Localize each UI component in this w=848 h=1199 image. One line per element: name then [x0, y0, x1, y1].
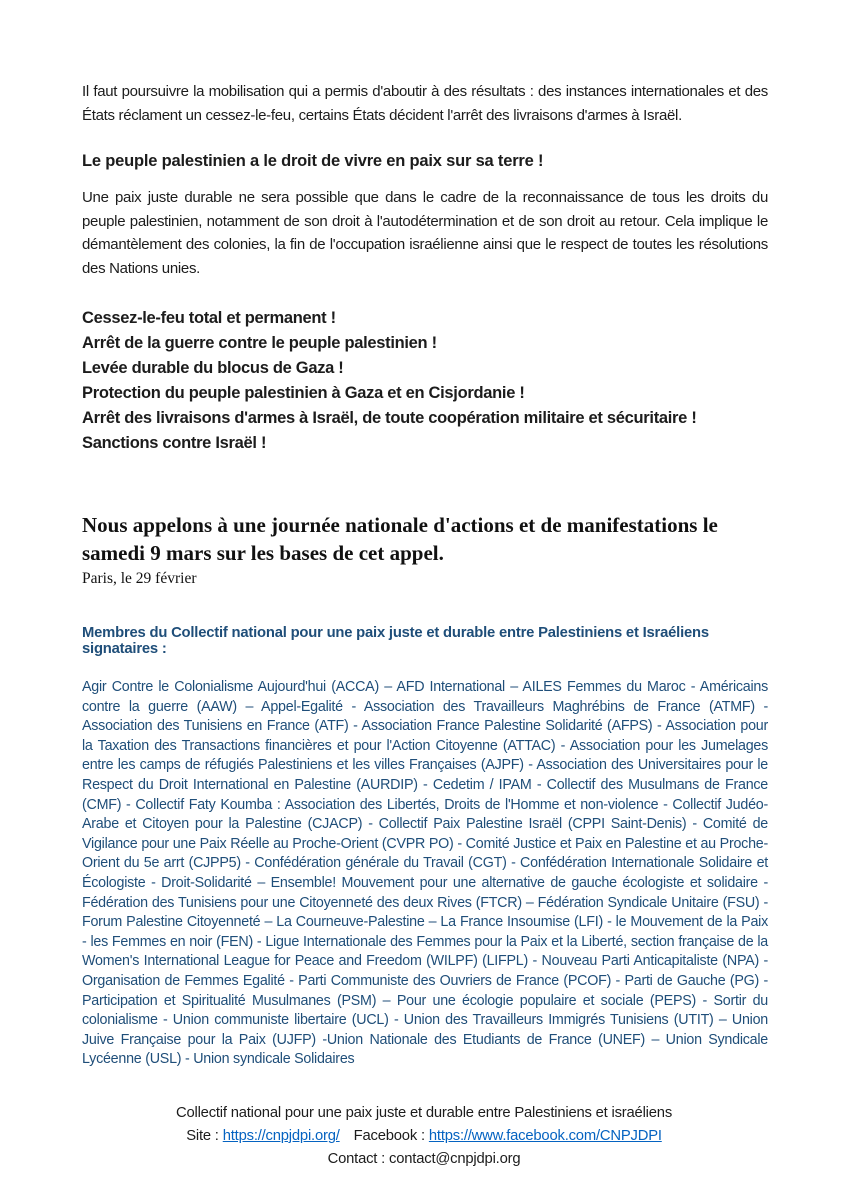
demand-line: Arrêt des livraisons d'armes à Israël, de toute coopération militaire et sécuritaire !	[82, 409, 697, 427]
intro-paragraph: Il faut poursuivre la mobilisation qui a permis d'aboutir à des résultats : des instances internationales et des États réclament un cessez-le-feu, certains États décident l'arrêt des livraisons d'armes à Israël.	[82, 83, 768, 124]
demand-line: Protection du peuple palestinien à Gaza et en Cisjordanie !	[82, 384, 525, 402]
footer-links-line	[0, 1125, 848, 1148]
dateline: Paris, le 29 février	[82, 570, 197, 587]
site-label: Site :	[186, 1128, 219, 1144]
demand-line: Levée durable du blocus de Gaza !	[82, 359, 344, 377]
page-footer	[0, 1102, 848, 1171]
call-to-action-heading: Nous appelons à une journée nationale d'actions et de manifestations le samedi 9 mars sur les bases de cet appel.	[82, 513, 718, 565]
facebook-label: Facebook :	[353, 1128, 425, 1144]
signatories-heading: Membres du Collectif national pour une paix juste et durable entre Palestiniens et Israéliens signataires :	[82, 625, 709, 657]
footer-contact-line	[0, 1148, 848, 1171]
statement-heading: Le peuple palestinien a le droit de vivre en paix sur sa terre !	[82, 152, 544, 170]
facebook-link[interactable]: https://www.facebook.com/CNPJDPI	[428, 1128, 662, 1144]
contact-label: Contact :	[327, 1151, 386, 1167]
demands-list	[82, 306, 768, 456]
demand-line: Sanctions contre Israël !	[82, 434, 267, 452]
context-paragraph: Une paix juste durable ne sera possible que dans le cadre de la reconnaissance de tous les droits du peuple palestinien, notamment de son droit à l'autodétermination et de son droit au retour. Cela implique le démantèlement des colonies, la fin de l'occupation israélienne ainsi que le respect de toutes les résolutions des Nations unies.	[82, 189, 768, 277]
demand-line: Cessez-le-feu total et permanent !	[82, 309, 336, 327]
demand-line: Arrêt de la guerre contre le peuple palestinien !	[82, 334, 437, 352]
signatories-list: Agir Contre le Colonialisme Aujourd'hui (ACCA) – AFD International – AILES Femmes du Maroc - Américains contre la guerre (AAW) – Appel-Egalité - Association des Travailleurs Maghrébins de France (ATMF) - Association des Tunisiens en France (ATF) - Association France Palestine Solidarité (AFPS) - Association pour la Taxation des Transactions financières et pour l'Action Citoyenne (ATTAC) - Association pour les Jumelages entre les camps de réfugiés Palestiniens et les villes Françaises (AJPF) - Association des Universitaires pour le Respect du Droit International en Palestine (AURDIP) - Cedetim / IPAM - Collectif des Musulmans de France (CMF) - Collectif Faty Koumba : Association des Libertés, Droits de l'Homme et non-violence - Collectif Judéo-Arabe et Citoyen pour la Palestine (CJACP) - Collectif Paix Palestine Israël (CPPI Saint-Denis) - Comité de Vigilance pour une Paix Réelle au Proche-Orient (CVPR PO) - Comité Justice et Paix en Palestine et au Proche-Orient du 5e arrt (CJPP5) - Confédération générale du Travail (CGT) - Confédération Internationale Solidaire et Écologiste - Droit-Solidarité – Ensemble! Mouvement pour une alternative de gauche écologiste et solidaire - Fédération des Tunisiens pour une Citoyenneté des deux Rives (FTCR) – Fédération Syndicale Unitaire (FSU) - Forum Palestine Citoyenneté – La Courneuve-Palestine – La France Insoumise (LFI) - le Mouvement de la Paix - les Femmes en noir (FEN) - Ligue Internationale des Femmes pour la Paix et la Liberté, section française de la Women's International League for Peace and Freedom (WILPF) (LIFPL) - Nouveau Parti Anticapitaliste (NPA) - Organisation de Femmes Egalité - Parti Communiste des Ouvriers de France (PCOF) - Parti de Gauche (PG) - Participation et Spiritualité Musulmanes (PSM) – Pour une écologie populaire et sociale (PEPS) - Sortir du colonialisme - Union communiste libertaire (UCL) - Union des Travailleurs Immigrés Tunisiens (UTIT) – Union Juive Française pour la Paix (UJFP) -Union Nationale des Etudiants de France (UNEF) – Union Syndicale Lycéenne (USL) - Union syndicale Solidaires	[82, 679, 768, 1068]
call-to-action-block	[82, 512, 768, 589]
contact-email: contact@cnpjdpi.org	[389, 1151, 521, 1167]
site-link[interactable]: https://cnpjdpi.org/	[222, 1128, 340, 1144]
footer-org-name: Collectif national pour une paix juste et durable entre Palestiniens et israéliens	[175, 1105, 673, 1121]
